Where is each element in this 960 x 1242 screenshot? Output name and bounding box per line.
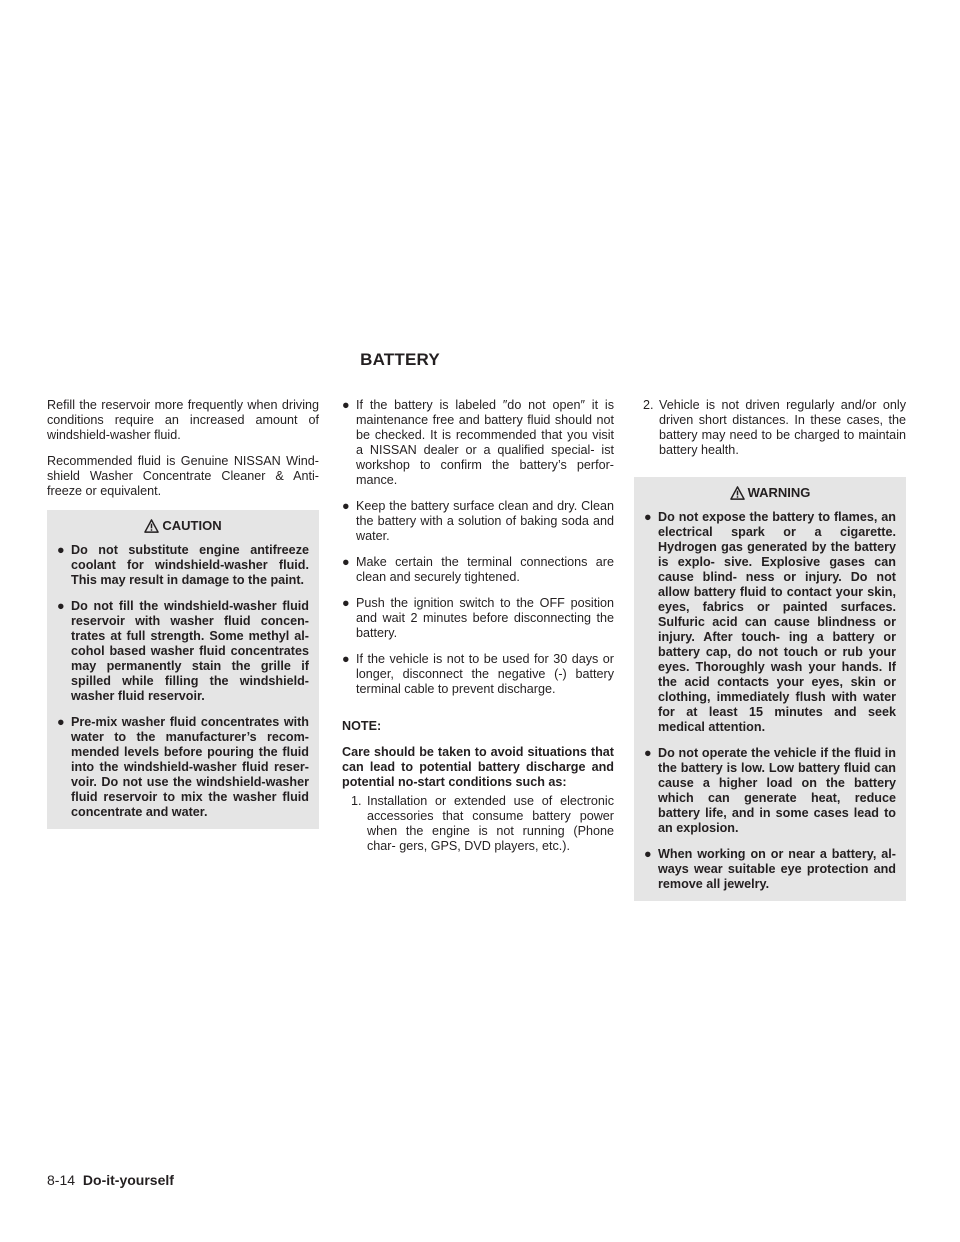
bullet-text: Keep the battery surface clean and dry. Clean the battery with a solution of baking soda and water.	[356, 499, 614, 543]
bullet-text: Make certain the terminal connections are clean and securely tightened.	[356, 555, 614, 584]
bullet-icon: ●	[57, 599, 65, 613]
warning-item	[644, 847, 896, 892]
warning-triangle-icon	[730, 486, 745, 500]
bullet-item	[342, 555, 614, 585]
column-3	[634, 398, 906, 901]
caution-header	[57, 518, 309, 533]
bullet-icon: ●	[342, 652, 350, 666]
caution-box	[47, 510, 319, 829]
warning-header	[644, 485, 896, 500]
caution-item-text: Do not substitute engine antifreeze coolant for windshield-washer fluid. This may result in damage to the paint.	[71, 543, 309, 587]
caution-item	[57, 543, 309, 588]
paragraph-refill: Refill the reservoir more frequently when driving conditions require an increased amount of windshield-washer fluid.	[47, 398, 319, 442]
bullet-icon: ●	[644, 847, 652, 861]
caution-label: CAUTION	[162, 518, 222, 533]
note-text: Care should be taken to avoid situations that can lead to potential battery discharge and potential no-start conditions such as:	[342, 745, 614, 789]
caution-item-text: Pre-mix washer fluid concentrates with water to the manufacturer’s recom- mended levels before pouring the fluid into the windshield-washer fluid reser- voir. Do not use the windshield-washer fluid reservoir to mix the washer fluid concentrate and water.	[71, 715, 309, 819]
numbered-item	[342, 794, 614, 854]
column-2	[342, 398, 614, 865]
bullet-icon: ●	[342, 555, 350, 569]
section-title: BATTERY	[360, 350, 440, 369]
column-1	[47, 398, 319, 829]
item-text: Vehicle is not driven regularly and/or only driven short distances. In these cases, the battery may need to be charged to maintain battery health.	[659, 398, 906, 457]
bullet-icon: ●	[57, 715, 65, 729]
warning-item-text: When working on or near a battery, al- ways wear suitable eye protection and remove all jewelry.	[658, 847, 896, 891]
bullet-item	[342, 499, 614, 544]
bullet-icon: ●	[342, 596, 350, 610]
bullet-text: If the vehicle is not to be used for 30 days or longer, disconnect the negative (-) battery terminal cable to prevent discharge.	[356, 652, 614, 696]
caution-item-text: Do not fill the windshield-washer fluid reservoir with washer fluid concen- trates at full strength. Some methyl al- cohol based washer fluid concentrates may permanently stain the grille if spilled while filling the windshield- washer fluid reservoir.	[71, 599, 309, 703]
bullet-icon: ●	[342, 499, 350, 513]
item-number: 2.	[643, 398, 654, 412]
footer-section-name: Do-it-yourself	[82, 1172, 174, 1188]
bullet-item	[342, 652, 614, 697]
caution-item	[57, 599, 309, 704]
bullet-text: If the battery is labeled ″do not open″ it is maintenance free and battery fluid should not be checked. It is recommended that you visit a NISSAN dealer or a qualified special- ist workshop to confirm the battery’s perfor- mance.	[356, 398, 614, 487]
numbered-item	[634, 398, 906, 458]
caution-item	[57, 715, 309, 820]
note-label: NOTE:	[342, 719, 382, 733]
item-number: 1.	[351, 794, 362, 808]
bullet-icon: ●	[644, 510, 652, 524]
warning-item-text: Do not operate the vehicle if the fluid in the battery is low. Low battery fluid can cause a higher load on the battery which can generate heat, reduce battery life, and in some cases lead to an explosion.	[658, 746, 896, 835]
item-text: Installation or extended use of electronic accessories that consume battery power when the engine is not running (Phone char- gers, GPS, DVD players, etc.).	[367, 794, 614, 853]
bullet-icon: ●	[342, 398, 350, 412]
warning-triangle-icon	[144, 519, 159, 533]
bullet-text: Push the ignition switch to the OFF position and wait 2 minutes before disconnecting the battery.	[356, 596, 614, 640]
bullet-icon: ●	[57, 543, 65, 557]
bullet-item	[342, 596, 614, 641]
warning-label: WARNING	[747, 485, 811, 500]
bullet-item	[342, 398, 614, 488]
warning-item-text: Do not expose the battery to flames, an electrical spark or a cigarette. Hydrogen gas generated by the battery is explo- sive. Explosive gases can cause blind- ness or injury. Do not allow battery fluid to contact your skin, eyes, fabrics or painted surfaces. Sulfuric acid can cause blindness or injury. After touch- ing a battery or battery cap, do not touch or rub your eyes. Thoroughly wash your hands. If the acid contacts your eyes, skin or clothing, immediately flush with water for at least 15 minutes and seek medical attention.	[658, 510, 896, 734]
page-number: 8-14	[47, 1172, 76, 1188]
page-footer	[47, 1172, 174, 1188]
warning-item	[644, 746, 896, 836]
warning-box	[634, 477, 906, 901]
paragraph-recommended-fluid: Recommended fluid is Genuine NISSAN Wind- shield Washer Concentrate Cleaner & Anti- freeze or equivalent.	[47, 454, 319, 498]
warning-item	[644, 510, 896, 735]
bullet-icon: ●	[644, 746, 652, 760]
